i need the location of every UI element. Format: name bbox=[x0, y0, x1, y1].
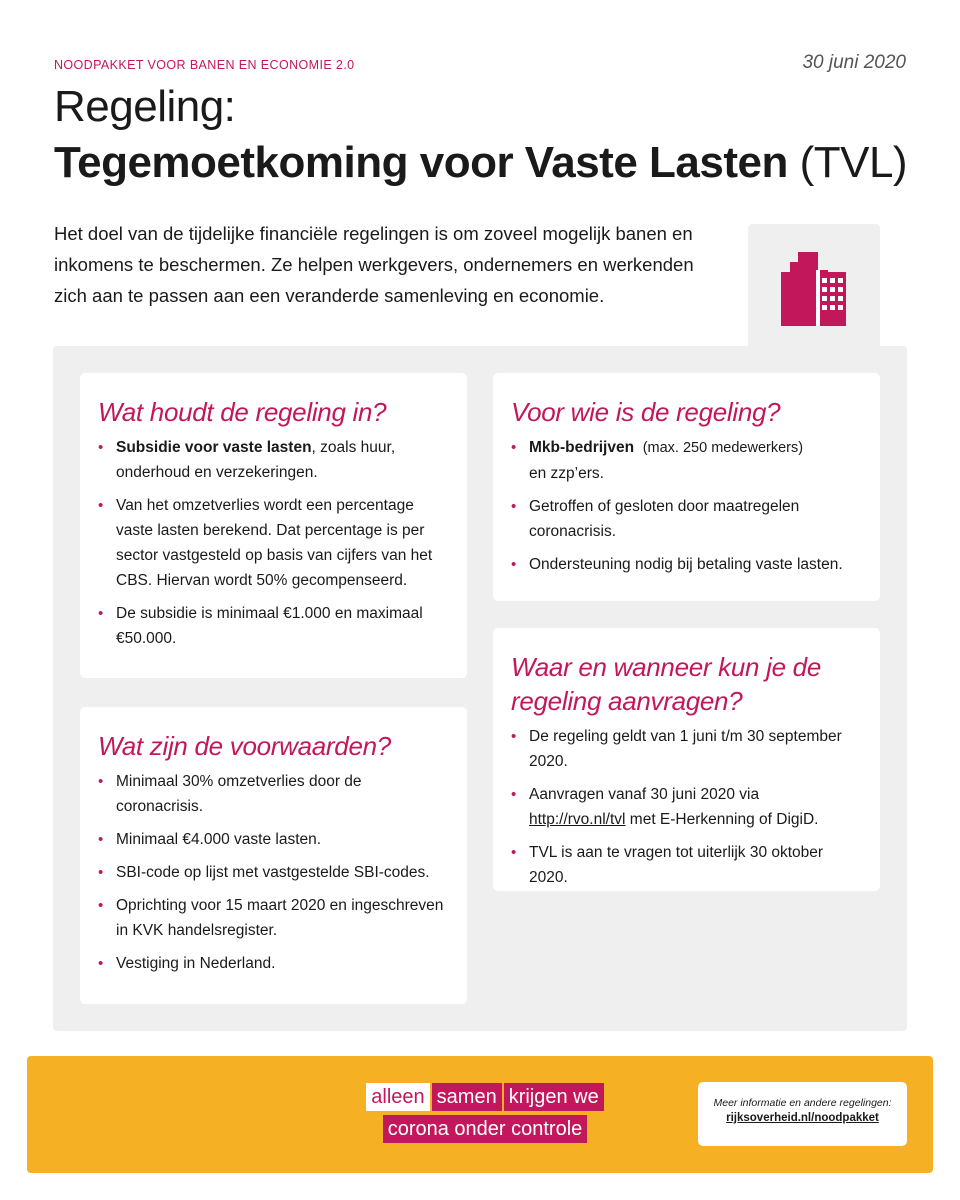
list-item bbox=[98, 435, 445, 485]
list-item: • Minimaal 30% omzetverlies door de coronacrisis. bbox=[98, 769, 445, 819]
bullet-list bbox=[511, 724, 858, 890]
bullet-list bbox=[511, 435, 858, 577]
slogan bbox=[355, 1083, 615, 1147]
info-link[interactable]: rijksoverheid.nl/noodpakket bbox=[726, 1112, 879, 1124]
slogan-word: samen bbox=[432, 1083, 502, 1111]
info-label: Meer informatie en andere regelingen: bbox=[713, 1097, 892, 1109]
footer-banner bbox=[27, 1056, 933, 1173]
kicker: NOODPAKKET VOOR BANEN EN ECONOMIE 2.0 bbox=[54, 58, 355, 72]
list-item-text: met E-Herkenning of DigiD. bbox=[625, 811, 819, 828]
list-item: • Vestiging in Nederland. bbox=[98, 951, 445, 976]
icon-box bbox=[748, 224, 880, 354]
list-item: • Getroffen of gesloten door maatregelen coronacrisis. bbox=[511, 494, 858, 544]
info-box bbox=[698, 1082, 907, 1146]
page-title-line1: Regeling: bbox=[54, 82, 236, 131]
card-voorwaarden bbox=[80, 707, 467, 1004]
list-item: • Minimaal €4.000 vaste lasten. bbox=[98, 827, 445, 852]
bullet-list bbox=[98, 769, 445, 976]
card-voor-wie bbox=[493, 373, 880, 601]
card-waar-wanneer bbox=[493, 628, 880, 891]
slogan-row bbox=[355, 1083, 615, 1111]
list-item-bold: Subsidie voor vaste lasten bbox=[116, 439, 312, 456]
list-item-text: , zoals huur, onderhoud en verzekeringen. bbox=[116, 439, 396, 481]
page-title-bold: Tegemoetkoming voor Vaste Lasten bbox=[54, 138, 788, 187]
list-item: • TVL is aan te vragen tot uiterlijk 30 oktober 2020. bbox=[511, 840, 858, 890]
list-item: • Van het omzetverlies wordt een percentage vaste lasten berekend. Dat percentage is per sector vastgesteld op basis van cijfers van het CBS. Hiervan wordt 50% gecompenseerd. bbox=[98, 493, 445, 593]
card-heading: Wat houdt de regeling in? bbox=[98, 397, 387, 427]
slogan-word: corona onder controle bbox=[383, 1115, 588, 1143]
card-heading: Waar en wanneer kun je de regeling aanvragen? bbox=[511, 652, 821, 716]
list-item-text: en zzp’ers. bbox=[529, 465, 604, 482]
list-item: • SBI-code op lijst met vastgestelde SBI-codes. bbox=[98, 860, 445, 885]
card-heading: Wat zijn de voorwaarden? bbox=[98, 731, 391, 761]
card-heading: Voor wie is de regeling? bbox=[511, 397, 781, 427]
list-item-bold: Mkb-bedrijven bbox=[529, 439, 635, 456]
list-item-note: (max. 250 medewerkers) bbox=[642, 440, 804, 456]
list-item: • Oprichting voor 15 maart 2020 en ingeschreven in KVK handelsregister. bbox=[98, 893, 445, 943]
intro-text: Het doel van de tijdelijke financiële regelingen is om zoveel mogelijk banen en inkomens te beschermen. Ze helpen werkgevers, ondernemers en werkenden zich aan te passen aan een veranderde samenleving en economie. bbox=[54, 223, 694, 306]
list-item bbox=[511, 782, 858, 832]
slogan-word: alleen bbox=[366, 1083, 429, 1111]
bullet-list bbox=[98, 435, 445, 651]
slogan-word: krijgen we bbox=[504, 1083, 604, 1111]
list-item: • Ondersteuning nodig bij betaling vaste lasten. bbox=[511, 552, 858, 577]
list-item: • De subsidie is minimaal €1.000 en maximaal €50.000. bbox=[98, 601, 445, 651]
list-item-text: Aanvragen vanaf 30 juni 2020 via bbox=[529, 786, 760, 803]
list-item: • De regeling geldt van 1 juni t/m 30 september 2020. bbox=[511, 724, 858, 774]
rvo-link[interactable]: http://rvo.nl/tvl bbox=[529, 811, 626, 828]
date: 30 juni 2020 bbox=[802, 52, 906, 73]
page-title-abbr: (TVL) bbox=[799, 138, 908, 187]
office-building-icon bbox=[778, 248, 850, 328]
list-item bbox=[511, 435, 858, 486]
slogan-row bbox=[355, 1115, 615, 1143]
card-wat-houdt-in bbox=[80, 373, 467, 678]
page-title-line2 bbox=[54, 138, 907, 188]
